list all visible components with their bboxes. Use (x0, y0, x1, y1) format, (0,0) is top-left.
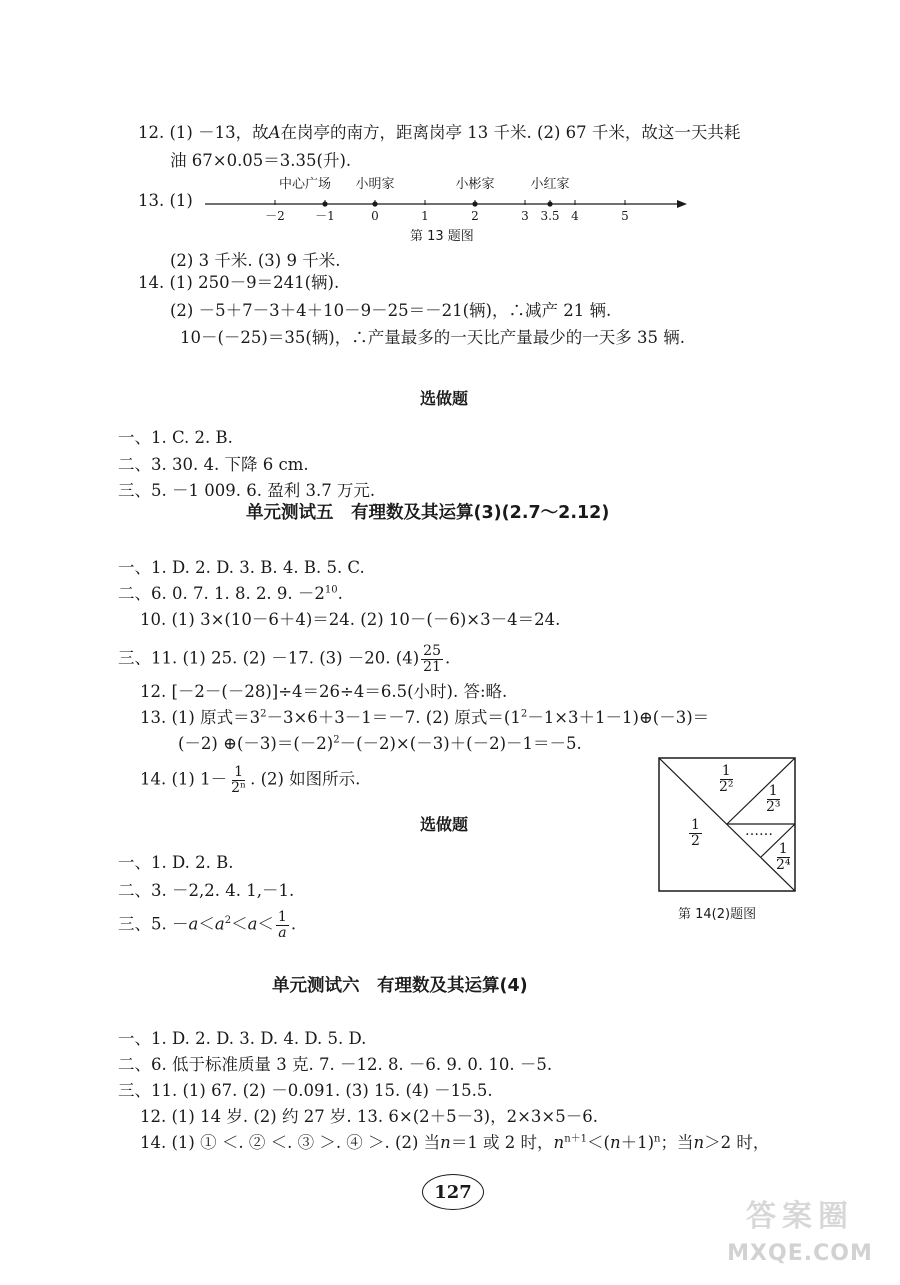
fig-dots: …… (745, 823, 773, 839)
q14-line1: 14. (1) 250－9＝241(辆). (138, 273, 340, 292)
unit5-line5: 12. [－2－(－28)]÷4＝26÷4＝6.5(小时). 答:略. (140, 682, 508, 701)
number-line-arrow (677, 200, 687, 208)
optional-title-1: 选做题 (420, 389, 469, 408)
number-line-place-label: 小明家 (355, 177, 395, 192)
unit5-line6: 13. (1) 原式$=3^2-3\times 6+3-1=-7$. (2) 原式$=(1^2-1\times 3+1-1)\oplus(-3)=$ (140, 708, 710, 727)
unit5-line7: (－2) $\oplus(-3)=(-2)^2-(-2)\times(-3)+(-2)-1=-5$. (178, 734, 582, 753)
unit6-line1: 一、1. D. 2. D. 3. D. 4. D. 5. D. (118, 1029, 367, 1048)
opt1-line2: 二、3. 30. 4. 下降 6 cm. (118, 455, 309, 474)
number-line-point (322, 201, 327, 206)
q14-line2: (2) －5＋7－3＋4＋10－9－25＝－21(辆)，∴减产 21 辆. (170, 301, 612, 320)
number-line-point (372, 201, 377, 206)
optional-title-2: 选做题 (420, 815, 469, 834)
opt2-line2: 二、3. －2,2. 4. 1,－1. (118, 881, 295, 900)
number-line-tick-label: 4 (571, 209, 579, 223)
q13-line2: (2) 3 千米. (3) 9 千米. (170, 251, 341, 270)
unit5-line8: 14. (1) 1－ $\frac{1}{\text{2ⁿ}}$ . (2) 如图所示. (140, 764, 361, 796)
number-line-place-label: 小红家 (530, 177, 570, 192)
number-line-tick-label: －2 (265, 209, 285, 223)
q12-line2: 油 67×0.05＝3.35(升). (170, 151, 352, 170)
number-line-tick-label: 2 (471, 209, 479, 223)
number-line-point (472, 201, 477, 206)
watermark-title: 答案圈 (746, 1199, 854, 1234)
q14-line3: 10－(－25)＝35(辆)，∴产量最多的一天比产量最少的一天多 35 辆. (180, 328, 685, 347)
number-line-tick-label: 5 (621, 209, 629, 223)
opt2-line1: 一、1. D. 2. B. (118, 853, 234, 872)
number-line-tick-label: 0 (371, 209, 379, 223)
unit6-title: 单元测试六 有理数及其运算(4) (272, 976, 528, 996)
fig-sixteenth: $\frac{1}{\text{2⁴}}$ (776, 841, 791, 873)
watermark (700, 1195, 900, 1285)
fig-eighth: $\frac{1}{\text{2³}}$ (766, 783, 781, 815)
fraction-figure-caption: 第 14(2)题图 (678, 907, 757, 922)
unit6-line2: 二、6. 低于标准质量 3 克. 7. －12. 8. －6. 9. 0. 10. －5. (118, 1055, 553, 1074)
unit5-line2: 二、6. 0. 7. 1. 8. 2. 9. $-2^{10}$. (118, 584, 343, 603)
number-line-caption: 第 13 题图 (410, 229, 474, 244)
opt2-line3: 三、5. $-a<a^2<a<$ $\frac{1}{a}$ . (118, 909, 297, 941)
number-line-place-label: 小彬家 (455, 177, 495, 192)
fig-half: $\frac{1}{2}$ (691, 817, 700, 849)
unit6-line4: 12. (1) 14 岁. (2) 约 27 岁. 13. 6×(2＋5－3)，2×3×5－6. (140, 1107, 598, 1126)
number-line-tick-label: 3.5 (540, 209, 560, 223)
unit5-title: 单元测试五 有理数及其运算(3)(2.7～2.12) (246, 503, 610, 523)
number-line-point (547, 201, 552, 206)
fig-quarter: $\frac{1}{\text{2²}}$ (719, 763, 734, 795)
opt1-line3: 三、5. －1 009. 6. 盈利 3.7 万元. (118, 481, 376, 500)
unit5-line4: 三、11. (1) 25. (2) －17. (3) －20. (4) $\frac{25}{21}$ . (118, 643, 451, 675)
watermark-url: MXQE.COM (727, 1241, 873, 1266)
number-line-tick-label: 1 (421, 209, 429, 223)
unit5-line3: 10. (1) 3×(10－6＋4)＝24. (2) 10－(－6)×3－4＝24. (140, 610, 561, 629)
opt1-line1: 一、1. C. 2. B. (118, 428, 233, 447)
q12-line1: 12. (1) －13，故A在岗亭的南方，距离岗亭 13 千米. (2) 67 千米，故这一天共耗 (138, 123, 741, 142)
number-line-tick-label: 3 (521, 209, 529, 223)
unit6-line5: 14. (1) ① ＜. ② ＜. ③ ＞. ④ ＞. (2) 当n＝1 或 2 时，$n^{n+1}<(n+1)^n$；当n＞2 时， (140, 1133, 770, 1152)
unit6-line3: 三、11. (1) 67. (2) －0.091. (3) 15. (4) －15.5. (118, 1081, 493, 1100)
number-line-place-label: 中心广场 (278, 177, 332, 192)
number-line-tick-label: －1 (315, 209, 335, 223)
unit5-line1: 一、1. D. 2. D. 3. B. 4. B. 5. C. (118, 558, 365, 577)
page-number: 127 (422, 1174, 484, 1210)
q13-prefix: 13. (1) (138, 191, 193, 210)
